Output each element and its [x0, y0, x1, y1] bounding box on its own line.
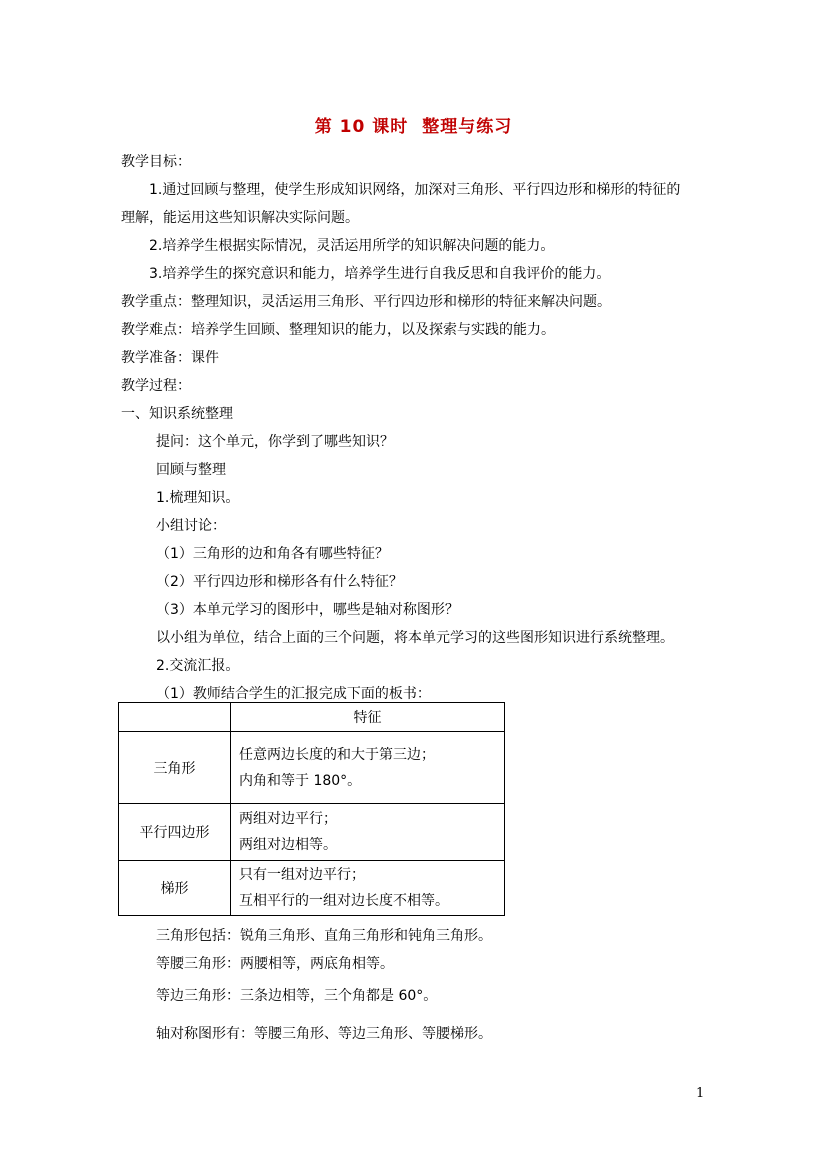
feature-line: 任意两边长度的和大于第三边；: [239, 746, 435, 763]
summary-line: 轴对称图形有：等腰三角形、等边三角形、等腰梯形。: [156, 1026, 492, 1042]
key-point-line: 教学重点：整理知识，灵活运用三角形、平行四边形和梯形的特征来解决问题。: [121, 294, 611, 310]
table-row: [119, 861, 505, 916]
shape-name-cell: 梯形: [119, 861, 231, 916]
objective-line: 2.培养学生根据实际情况，灵活运用所学的知识解决问题的能力。: [149, 238, 555, 254]
summary-line: 等腰三角形：两腰相等，两底角相等。: [156, 956, 394, 972]
page-title: [0, 112, 827, 137]
body-line: 以小组为单位，结合上面的三个问题，将本单元学习的这些图形知识进行系统整理。: [156, 630, 674, 646]
body-line: 小组讨论：: [156, 518, 226, 534]
lesson-number: 第 10 课时: [314, 117, 409, 137]
body-line: 提问：这个单元，你学到了哪些知识？: [156, 434, 394, 450]
feature-line: 内角和等于 180°。: [239, 772, 362, 789]
summary-line: 三角形包括：锐角三角形、直角三角形和钝角三角形。: [156, 928, 492, 944]
question-line: （3）本单元学习的图形中，哪些是轴对称图形？: [156, 602, 459, 618]
question-line: （1）三角形的边和角各有哪些特征？: [156, 546, 389, 562]
table-header-cell: 特征: [231, 703, 505, 732]
body-line: （1）教师结合学生的汇报完成下面的板书：: [156, 686, 431, 702]
table-row: [119, 732, 505, 804]
section-heading: 教学目标：: [121, 154, 191, 170]
summary-line: 等边三角形：三条边相等，三个角都是 60°。: [156, 988, 438, 1004]
feature-cell: [231, 732, 505, 804]
question-line: （2）平行四边形和梯形各有什么特征？: [156, 574, 403, 590]
shape-name-cell: 三角形: [119, 732, 231, 804]
preparation-line: 教学准备：课件: [121, 350, 219, 366]
process-heading: 教学过程：: [121, 378, 191, 394]
objective-line: 3.培养学生的探究意识和能力，培养学生进行自我反思和自我评价的能力。: [149, 266, 611, 282]
shape-name-cell: 平行四边形: [119, 804, 231, 861]
objective-line: 理解，能运用这些知识解决实际问题。: [121, 210, 359, 226]
body-line: 2.交流汇报。: [156, 658, 240, 674]
objective-line: 1.通过回顾与整理，使学生形成知识网络，加深对三角形、平行四边形和梯形的特征的: [149, 182, 681, 198]
feature-cell: [231, 861, 505, 916]
board-table: [118, 702, 505, 916]
table-header-row: [119, 703, 505, 732]
body-line: 回顾与整理: [156, 462, 226, 478]
page-number: 1: [696, 1086, 705, 1101]
body-line: 1.梳理知识。: [156, 490, 240, 506]
feature-line: 只有一组对边平行；: [239, 867, 365, 883]
feature-cell: [231, 804, 505, 861]
lesson-topic: 整理与练习: [422, 117, 513, 137]
section-heading: 一、知识系统整理: [121, 406, 233, 422]
feature-line: 两组对边相等。: [239, 837, 337, 853]
table-header-cell: [119, 703, 231, 732]
feature-line: 两组对边平行；: [239, 811, 337, 827]
feature-line: 互相平行的一组对边长度不相等。: [239, 893, 449, 909]
table-row: [119, 804, 505, 861]
difficulty-line: 教学难点：培养学生回顾、整理知识的能力，以及探索与实践的能力。: [121, 322, 555, 338]
